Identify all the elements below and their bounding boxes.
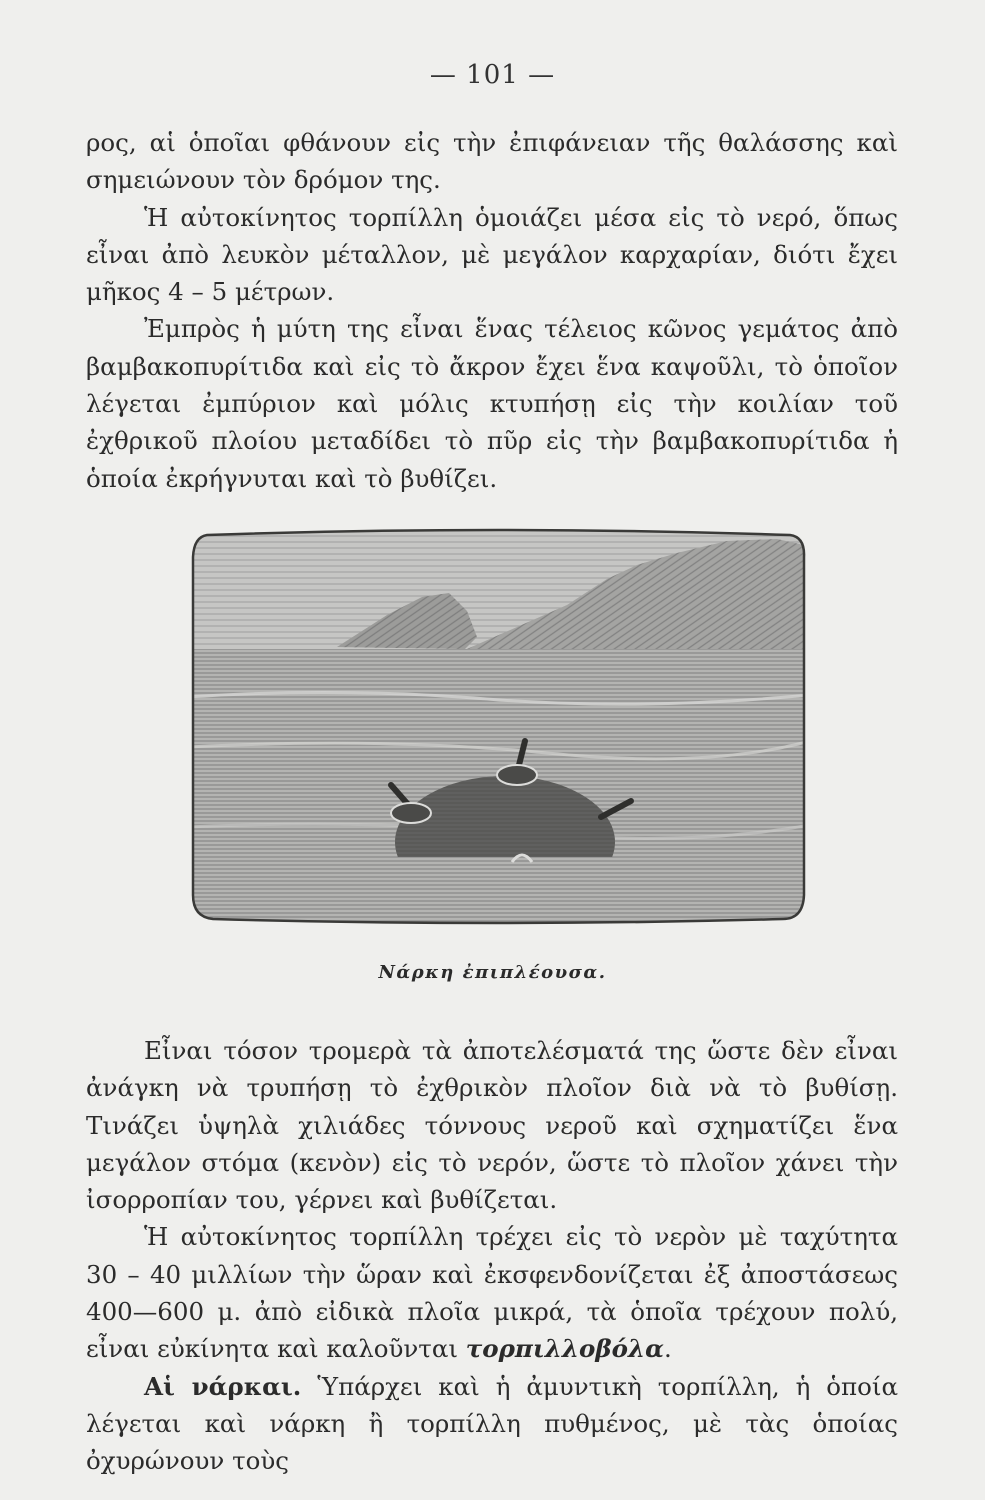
speed-text-end: . (664, 1334, 672, 1364)
top-text-block (86, 124, 898, 497)
section-heading-mines: Αἱ νάρκαι. (144, 1371, 302, 1401)
paragraph-torpedo-nose: Ἐμπρὸς ἡ μύτη της εἶναι ἕνας τέλειος κῶνος γεμάτος ἀπὸ βαμβακοπυρίτιδα καὶ εἰς τὸ ἄκρον ἔχει ἕνα καψοῦλι, τὸ ὁποῖον λέγεται ἐμπύριον καὶ μόλις κτυπήσῃ εἰς τὴν κοιλίαν τοῦ ἐχθρικοῦ πλοίου μεταδίδει τὸ πῦρ εἰς τὴν βαμβακοπυρίτιδα ἡ ὁποία ἐκρήγνυται καὶ τὸ βυθίζει. (86, 314, 898, 493)
speed-text: Ἡ αὐτοκίνητος τορπίλλη τρέχει εἰς τὸ νερὸν μὲ ταχύτητα 30 – 40 μιλλίων τὴν ὥραν καὶ ἐκσφενδονίζεται ἐξ ἀποστάσεως 400—600 μ. ἀπὸ εἰδικὰ πλοῖα μικρά, τὰ ὁποῖα τρέχουν πολύ, εἶναι εὐκίνητα καὶ καλοῦνται (86, 1222, 898, 1364)
figure-caption: Νάρκη ἐπιπλέουσα. (378, 962, 607, 983)
mines-text: Ὑπάρχει καὶ ἡ ἀμυντικὴ τορπίλλη, ἡ ὁποία λέγεται καὶ νάρκη ἢ τορπίλλη πυθμένος, μὲ τὰς ὁποίας ὀχυρώνουν τοὺς (86, 1371, 898, 1476)
paragraph-mines (86, 1368, 898, 1480)
term-torpillovola: τορπιλλοβόλα (465, 1334, 665, 1364)
paragraph-effects: Εἶναι τόσον τρομερὰ τὰ ἀποτελέσματά της ὥστε δὲν εἶναι ἀνάγκη νὰ τρυπήσῃ τὸ ἐχθρικὸν πλοῖον διὰ νὰ τὸ βυθίσῃ. Τινάζει ὑψηλὰ χιλιάδες τόννους νεροῦ καὶ σχηματίζει ἕνα μεγάλον στόμα (κενὸν) εἰς τὸ νερόν, ὥστε τὸ πλοῖον χάνει τὴν ἰσορροπίαν του, γέρνει καὶ βυθίζεται. (86, 1036, 898, 1215)
floating-mine-illustration (187, 527, 810, 925)
paragraph-torpedo-shape: Ἡ αὐτοκίνητος τορπίλλη ὁμοιάζει μέσα εἰς τὸ νερό, ὅπως εἶναι ἀπὸ λευκὸν μέταλλον, μὲ μεγάλον καρχαρίαν, διότι ἔχει μῆκος 4 – 5 μέτρων. (86, 202, 898, 307)
paragraph-continuation: ρος, αἱ ὁποῖαι φθάνουν εἰς τὴν ἐπιφάνειαν τῆς θαλάσσης καὶ σημειώνουν τὸν δρόμον της. (86, 128, 898, 195)
page-number: — 101 — (429, 60, 556, 90)
bottom-text-block (86, 1032, 898, 1480)
paragraph-speed (86, 1218, 898, 1367)
